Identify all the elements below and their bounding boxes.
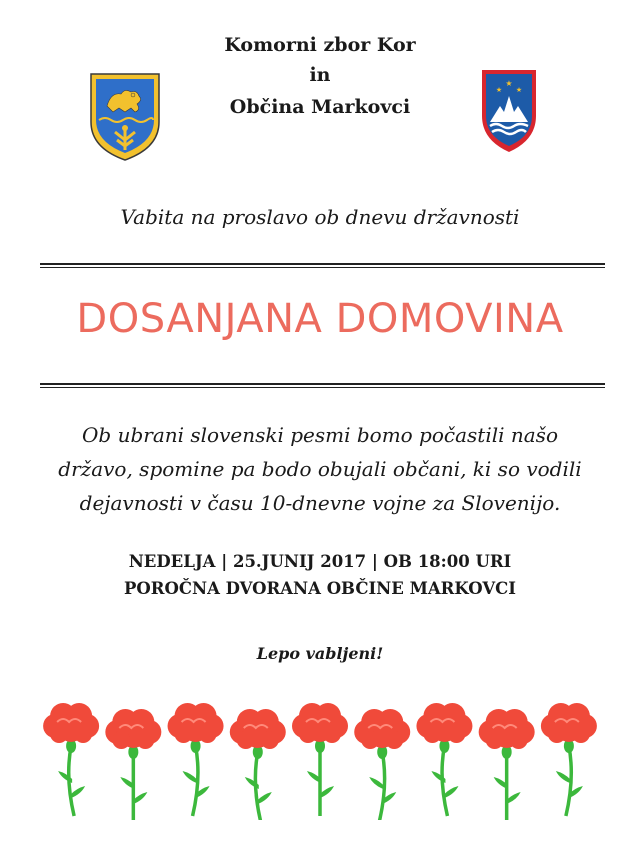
- divider-bottom: [40, 383, 605, 388]
- event-location: POROČNA DVORANA OBČINE MARKOVCI: [124, 579, 516, 598]
- organizer-conjunction: in: [309, 64, 331, 86]
- event-datetime: NEDELJA | 25.JUNIJ 2017 | OB 18:00 URI: [128, 552, 512, 571]
- svg-text:★: ★: [495, 86, 503, 94]
- carnation-icon: [354, 709, 410, 820]
- description-line: Ob ubrani slovenski pesmi bomo počastili našo: [82, 423, 558, 447]
- svg-text:★: ★: [515, 86, 523, 94]
- invitation-line: Vabita na proslavo ob dnevu državnosti: [120, 205, 520, 229]
- carnation-icon: [230, 709, 286, 820]
- carnation-icon: [416, 703, 472, 816]
- description-line: državo, spomine pa bodo obujali občani, ki so vodili: [58, 457, 582, 481]
- carnation-icon: [292, 703, 348, 816]
- carnation-icon: [541, 703, 597, 816]
- carnation-icon: [168, 703, 224, 816]
- closing-greeting: Lepo vabljeni!: [256, 644, 384, 663]
- municipality-name: Občina Markovci: [229, 96, 411, 118]
- carnation-icon: [105, 709, 161, 820]
- carnation-icon: [43, 703, 99, 816]
- organizer-name: Komorni zbor Kor: [224, 34, 416, 56]
- svg-text:★: ★: [505, 79, 513, 88]
- event-title: DOSANJANA DOMOVINA: [76, 296, 564, 342]
- event-description: [50, 418, 590, 520]
- carnation-icon: [479, 709, 535, 820]
- carnation-row: [40, 700, 600, 820]
- markovci-coat-of-arms-icon: [85, 70, 165, 162]
- description-line: dejavnosti v času 10-dnevne vojne za Slovenijo.: [79, 491, 561, 515]
- divider-top: [40, 263, 605, 268]
- slovenia-coat-of-arms-icon: [478, 66, 540, 154]
